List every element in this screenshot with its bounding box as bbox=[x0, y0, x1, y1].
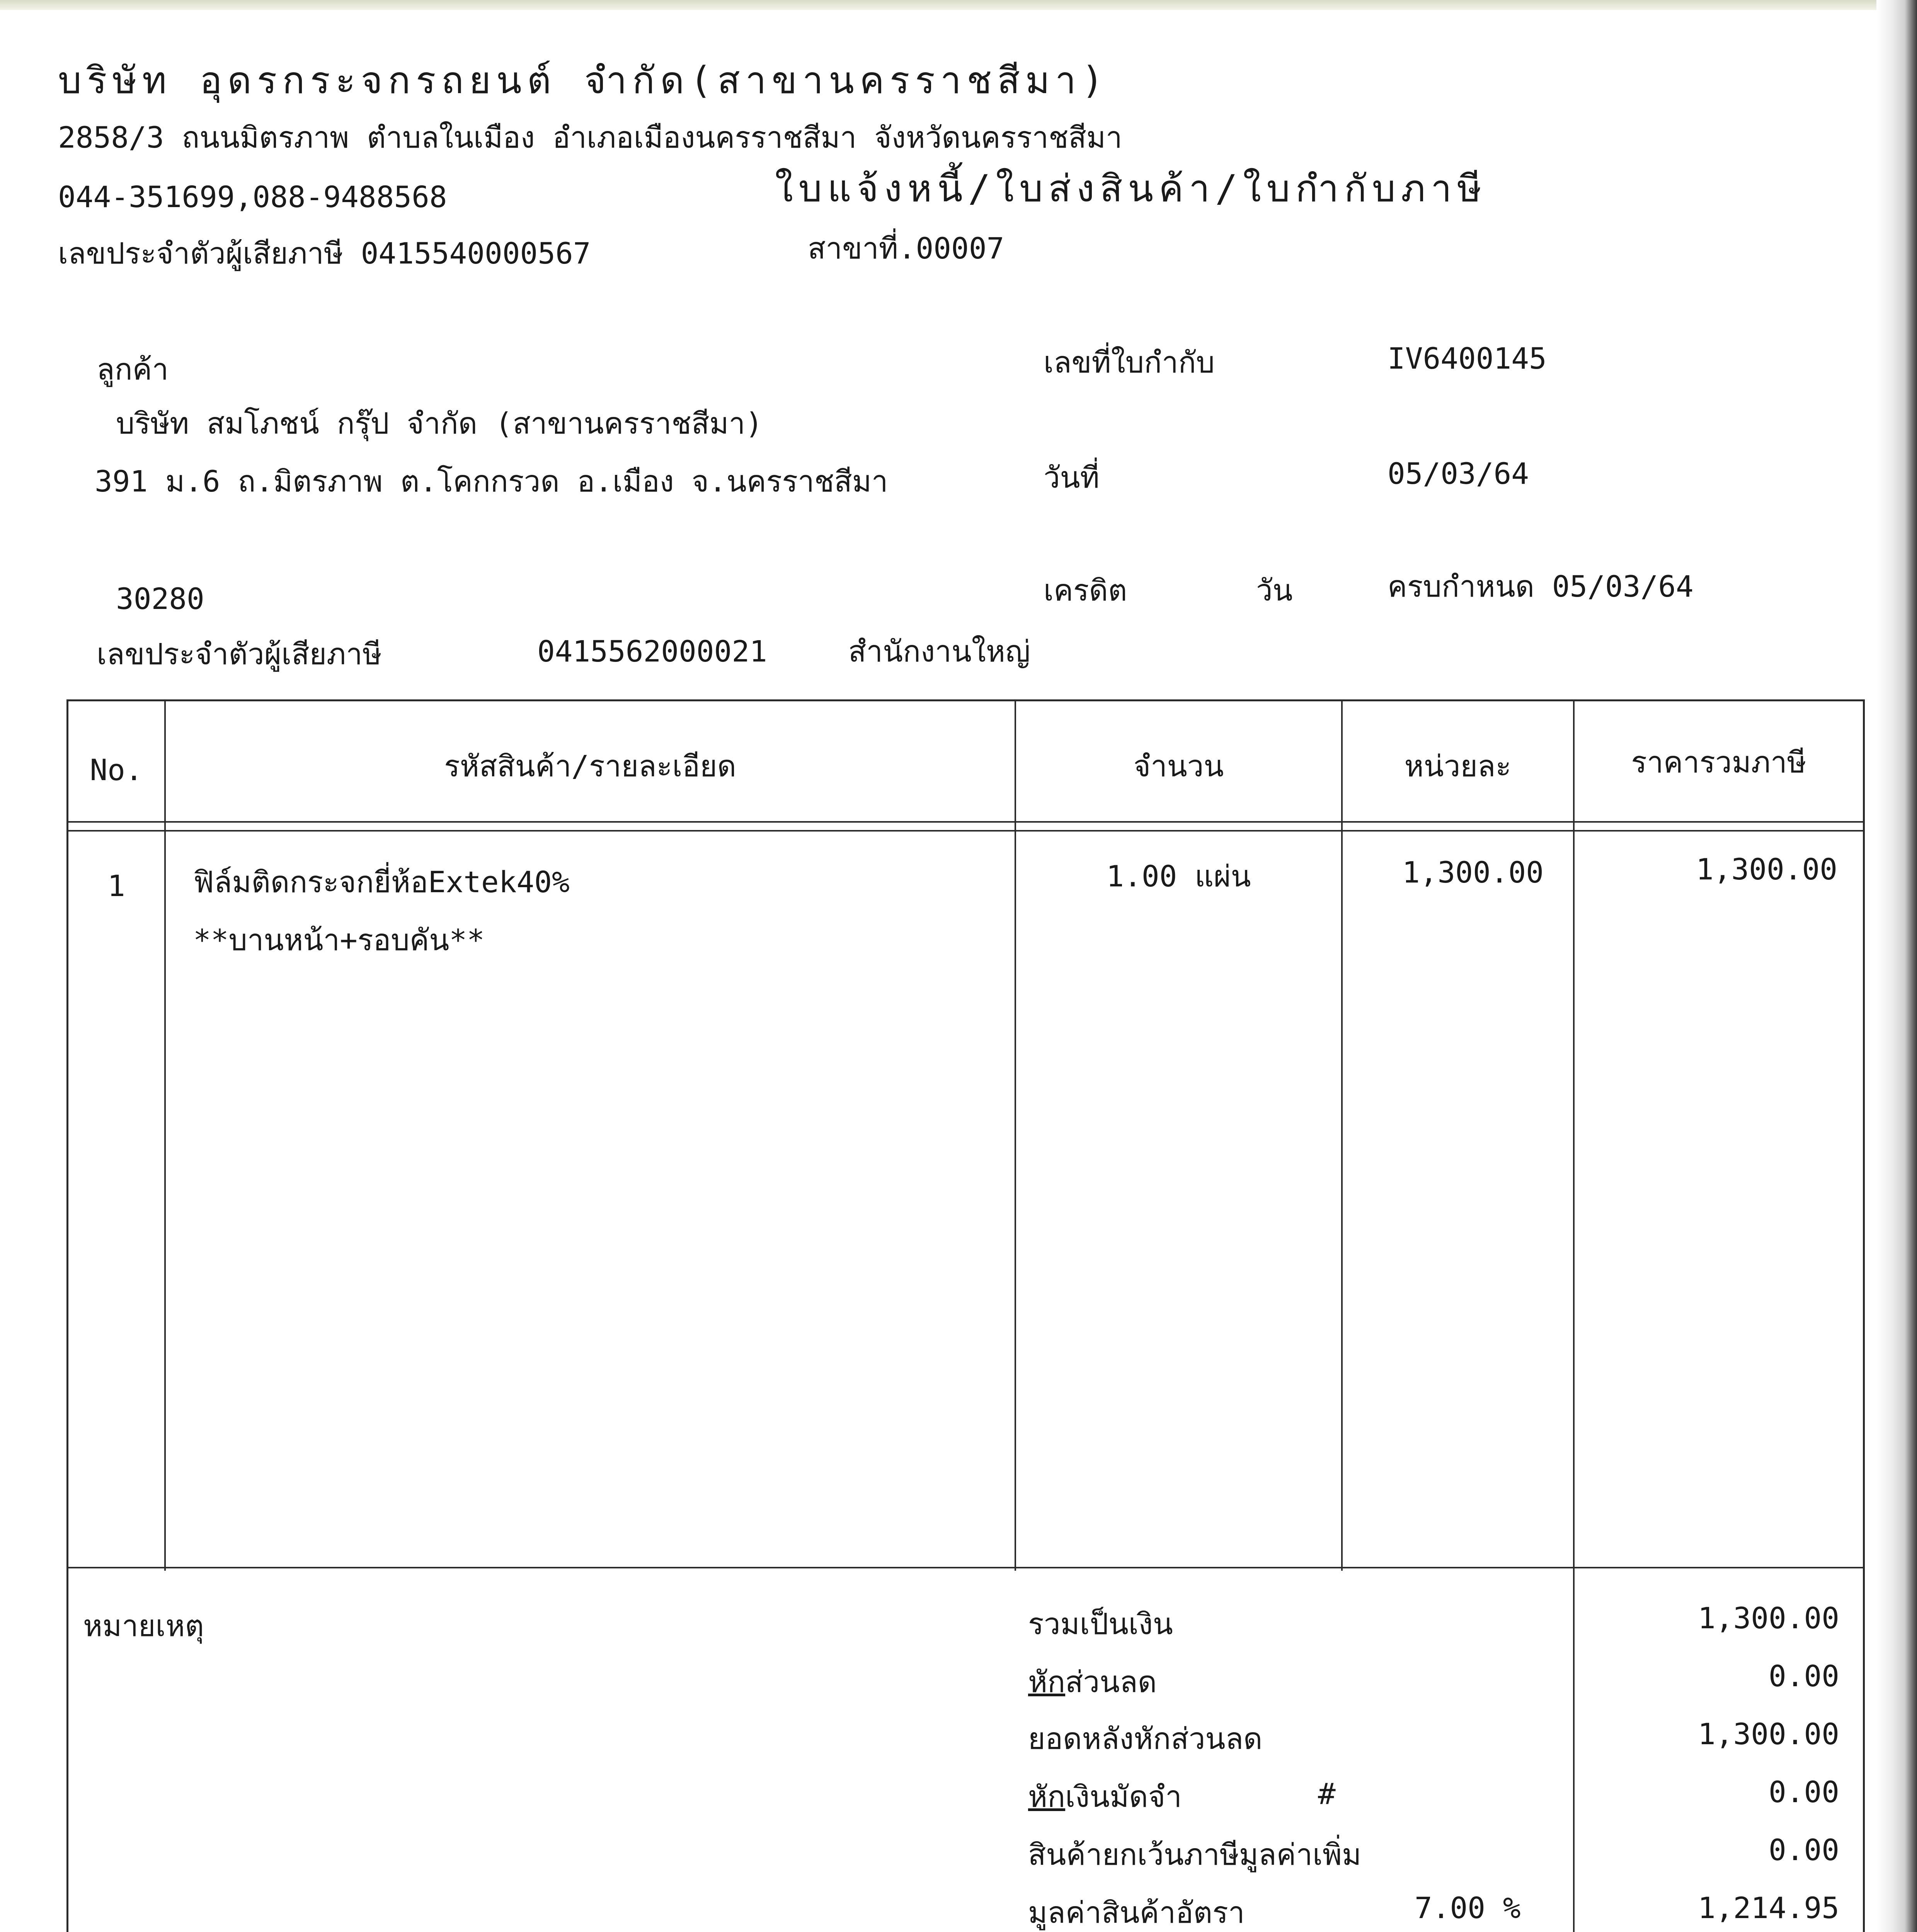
row-total: 1,300.00 bbox=[1696, 852, 1837, 886]
customer-tax-id: 0415562000021 bbox=[537, 634, 767, 668]
header-description: รหัสสินค้า/รายละเอียด bbox=[444, 749, 736, 783]
scan-top-edge bbox=[0, 0, 1917, 10]
after-discount-label: ยอดหลังหักส่วนลด bbox=[1028, 1721, 1263, 1756]
invoice-no: IV6400145 bbox=[1388, 341, 1547, 376]
col-divider-qty bbox=[1341, 699, 1343, 1571]
row-no: 1 bbox=[107, 869, 125, 903]
deposit-label bbox=[1028, 1779, 1182, 1814]
vat-exempt-value: 0.00 bbox=[1768, 1833, 1839, 1867]
body-top-border bbox=[66, 830, 1864, 832]
vat-base-value: 1,214.95 bbox=[1697, 1891, 1839, 1925]
row-quantity: 1.00 แผ่น bbox=[1106, 859, 1251, 893]
table-top-border bbox=[66, 699, 1864, 701]
deposit-value: 0.00 bbox=[1768, 1775, 1839, 1809]
table-right-border bbox=[1863, 699, 1865, 1932]
col-divider-no bbox=[164, 699, 166, 1571]
vat-rate: 7.00 % bbox=[1415, 1891, 1521, 1925]
company-tax-id: เลขประจำตัวผู้เสียภาษี 0415540000567 bbox=[58, 236, 591, 270]
vat-exempt-label: สินค้ายกเว้นภาษีมูลค่าเพิ่ม bbox=[1028, 1837, 1362, 1872]
customer-label: ลูกค้า bbox=[97, 352, 169, 386]
subtotal-value: 1,300.00 bbox=[1697, 1601, 1839, 1635]
vat-base-label: มูลค่าสินค้าอัตรา bbox=[1028, 1895, 1245, 1930]
credit-unit: วัน bbox=[1256, 573, 1293, 607]
invoice-date: 05/03/64 bbox=[1388, 456, 1529, 491]
discount-text: ส่วนลด bbox=[1065, 1665, 1157, 1699]
header-total: ราคารวมภาษี bbox=[1631, 745, 1806, 779]
scan-right-edge bbox=[1876, 0, 1917, 1932]
due-date: ครบกำหนด 05/03/64 bbox=[1388, 569, 1694, 604]
header-bottom-border bbox=[66, 821, 1864, 823]
customer-name: บริษัท สมโภชน์ กรุ๊ป จำกัด (สาขานครราชสีมา) bbox=[116, 406, 763, 440]
deposit-prefix: หัก bbox=[1028, 1779, 1066, 1814]
company-name: บริษัท อุดรกระจกรถยนต์ จำกัด(สาขานครราชสีมา) bbox=[58, 59, 1109, 102]
discount-value: 0.00 bbox=[1768, 1659, 1839, 1693]
customer-postcode: 30280 bbox=[116, 582, 204, 616]
invoice-date-label: วันที่ bbox=[1044, 460, 1100, 495]
customer-address: 391 ม.6 ถ.มิตรภาพ ต.โคกกรวด อ.เมือง จ.นครราชสีมา bbox=[95, 464, 888, 498]
row-unit-price: 1,300.00 bbox=[1402, 855, 1544, 889]
row-note: **บานหน้า+รอบคัน** bbox=[193, 923, 485, 957]
deposit-mark: # bbox=[1318, 1777, 1336, 1811]
customer-office: สำนักงานใหญ่ bbox=[848, 634, 1030, 668]
customer-tax-label: เลขประจำตัวผู้เสียภาษี bbox=[97, 637, 382, 671]
company-branch: สาขาที่.00007 bbox=[808, 231, 1004, 265]
document-title: ใบแจ้งหนี้/ใบส่งสินค้า/ใบกำกับภาษี bbox=[775, 167, 1487, 210]
invoice-no-label: เลขที่ใบกำกับ bbox=[1044, 345, 1215, 379]
deposit-text: เงินมัดจำ bbox=[1065, 1779, 1182, 1814]
discount-prefix: หัก bbox=[1028, 1665, 1066, 1699]
after-discount-value: 1,300.00 bbox=[1697, 1717, 1839, 1751]
body-bottom-border bbox=[66, 1567, 1864, 1568]
discount-label bbox=[1028, 1667, 1157, 1697]
subtotal-label: รวมเป็นเงิน bbox=[1028, 1607, 1173, 1641]
company-phone: 044-351699,088-9488568 bbox=[58, 180, 447, 214]
header-quantity: จำนวน bbox=[1133, 749, 1224, 783]
remarks-label: หมายเหตุ bbox=[83, 1609, 204, 1643]
col-divider-desc bbox=[1015, 699, 1016, 1571]
company-address: 2858/3 ถนนมิตรภาพ ตำบลในเมือง อำเภอเมืองนครราชสีมา จังหวัดนครราชสีมา bbox=[58, 120, 1122, 155]
row-description: ฟิล์มติดกระจกยี่ห้อExtek40% bbox=[193, 865, 570, 899]
header-no: No. bbox=[90, 753, 143, 787]
header-unit-price: หน่วยละ bbox=[1404, 749, 1512, 783]
credit-label: เครดิต bbox=[1044, 573, 1127, 607]
